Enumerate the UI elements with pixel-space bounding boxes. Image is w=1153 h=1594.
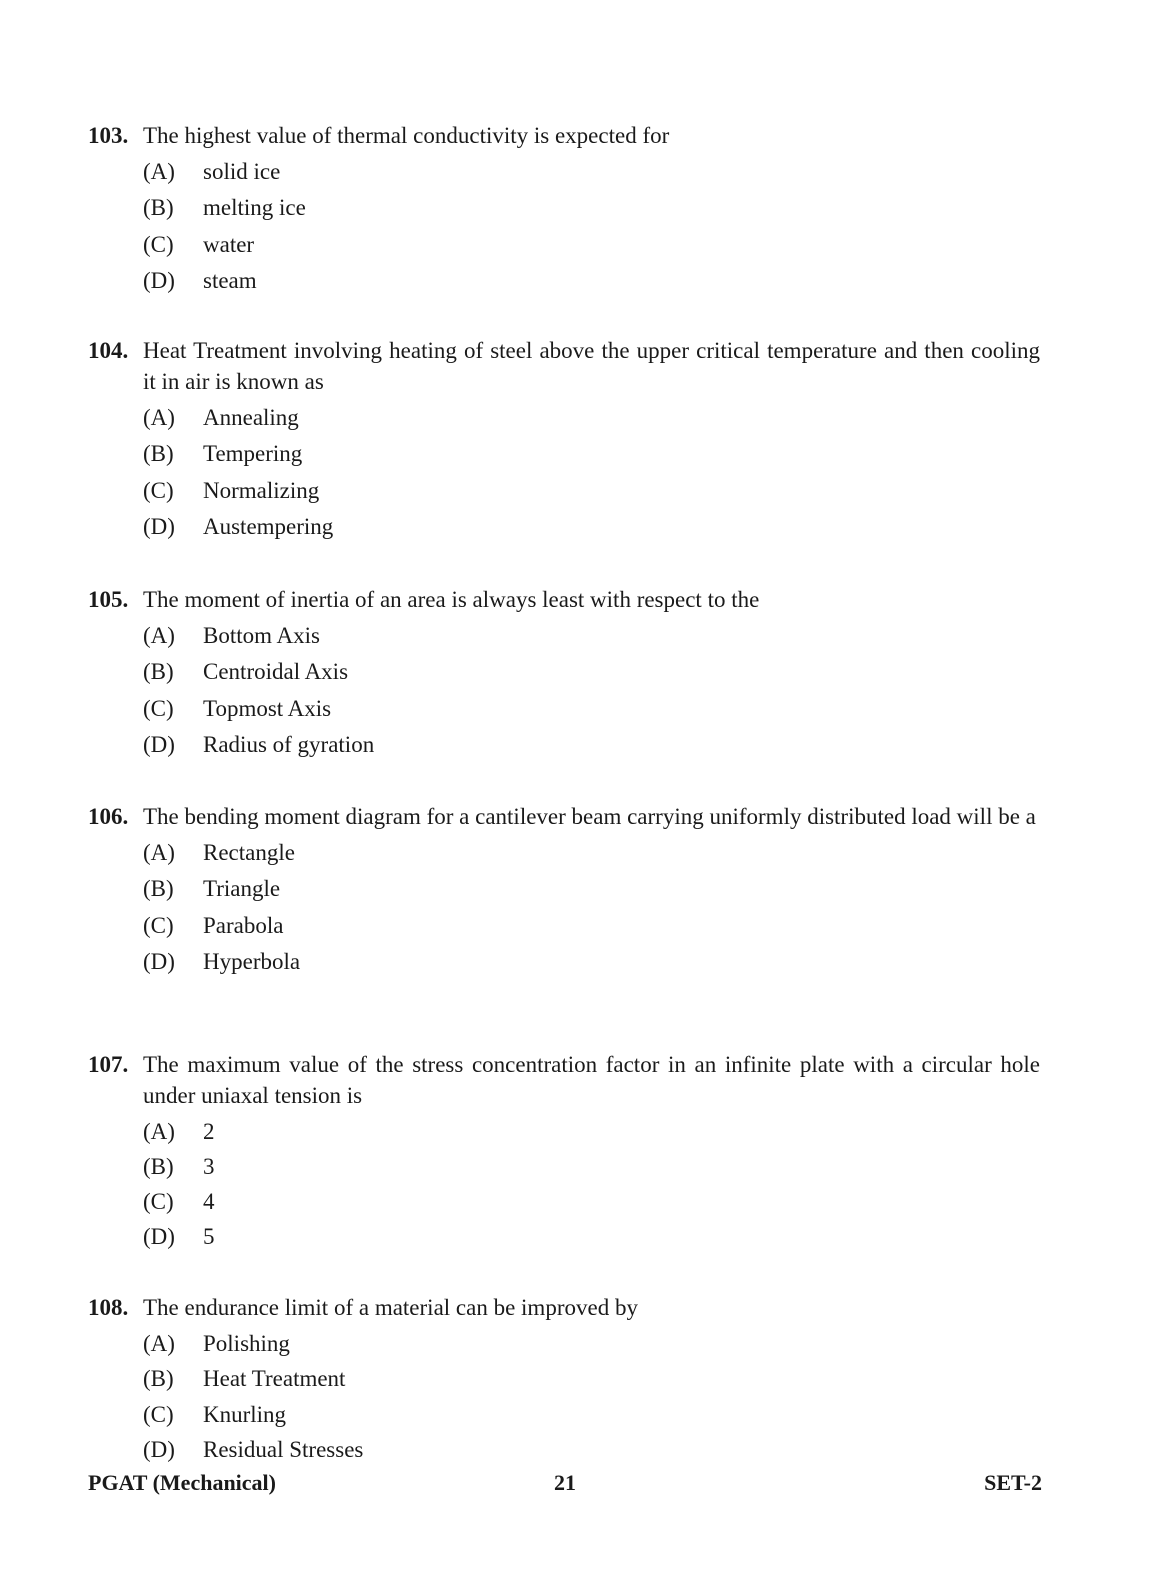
question-text: The maximum value of the stress concentration factor in an infinite plate with a circular hole under uniaxal tension is — [143, 1052, 1040, 1108]
option-letter: (A) — [143, 840, 175, 865]
option-b — [88, 436, 1040, 472]
option-letter: (C) — [143, 1401, 174, 1427]
question-107 — [88, 1049, 1040, 1254]
footer-exam-name: PGAT (Mechanical) — [88, 1470, 276, 1495]
option-d — [88, 263, 1040, 299]
question-text: The moment of inertia of an area is always least with respect to the — [143, 587, 760, 612]
option-b — [88, 1149, 1040, 1184]
option-text: solid ice — [203, 159, 281, 184]
question-108 — [88, 1292, 1040, 1467]
question-stem — [88, 1049, 1040, 1111]
option-letter: (D) — [143, 1224, 175, 1249]
option-list — [88, 1114, 1040, 1254]
option-list — [88, 154, 1040, 299]
question-number: 107. — [88, 1052, 129, 1077]
option-text: 5 — [203, 1224, 215, 1249]
option-text: Knurling — [203, 1401, 287, 1427]
option-letter: (C) — [143, 231, 174, 257]
option-letter: (D) — [143, 731, 175, 757]
question-number: 103. — [88, 123, 129, 148]
option-letter: (C) — [143, 477, 174, 503]
page-number: 21 — [554, 1470, 576, 1495]
option-letter: (C) — [143, 912, 174, 938]
option-text: Rectangle — [203, 840, 295, 865]
question-text: The highest value of thermal conductivity is expected for — [143, 123, 670, 148]
option-text: 3 — [203, 1154, 215, 1179]
option-c — [88, 227, 1040, 263]
question-stem — [88, 1292, 1040, 1323]
option-c — [88, 691, 1040, 727]
option-text: Topmost Axis — [203, 695, 332, 721]
option-text: Hyperbola — [203, 948, 301, 974]
option-letter: (B) — [143, 659, 174, 685]
option-text: Polishing — [203, 1331, 290, 1356]
option-d — [88, 1219, 1040, 1254]
option-text: Annealing — [203, 405, 299, 430]
option-letter: (D) — [143, 513, 175, 539]
question-number: 105. — [88, 587, 129, 612]
option-b — [88, 1361, 1040, 1396]
question-number: 104. — [88, 338, 129, 363]
option-b — [88, 871, 1040, 907]
option-b — [88, 654, 1040, 690]
question-text: Heat Treatment involving heating of steel above the upper critical temperature and then cooling it in air is known as — [143, 338, 1040, 394]
page-footer — [88, 1470, 1042, 1500]
footer-set-label: SET-2 — [984, 1470, 1042, 1495]
option-text: Bottom Axis — [203, 623, 320, 648]
option-text: 2 — [203, 1119, 215, 1144]
option-list — [88, 618, 1040, 763]
option-text: Centroidal Axis — [203, 659, 349, 685]
question-text: The bending moment diagram for a cantilever beam carrying uniformly distributed load will be a — [143, 804, 1036, 829]
option-text: 4 — [203, 1189, 215, 1214]
option-letter: (A) — [143, 405, 175, 430]
option-a — [88, 1326, 1040, 1361]
option-text: Parabola — [203, 912, 284, 938]
question-stem — [88, 120, 1040, 151]
option-a — [88, 618, 1040, 654]
option-letter: (A) — [143, 1331, 175, 1356]
option-letter: (A) — [143, 159, 175, 184]
option-text: Triangle — [203, 876, 281, 902]
option-d — [88, 727, 1040, 763]
option-letter: (B) — [143, 441, 174, 467]
option-d — [88, 1432, 1040, 1467]
question-103 — [88, 120, 1040, 299]
option-c — [88, 473, 1040, 509]
option-text: water — [203, 231, 255, 257]
question-106 — [88, 801, 1040, 980]
option-d — [88, 509, 1040, 545]
option-letter: (C) — [143, 1189, 174, 1214]
question-stem — [88, 335, 1040, 397]
option-list — [88, 1326, 1040, 1467]
option-c — [88, 1184, 1040, 1219]
question-105 — [88, 584, 1040, 763]
option-b — [88, 190, 1040, 226]
option-list — [88, 835, 1040, 980]
question-text: The endurance limit of a material can be improved by — [143, 1295, 638, 1320]
option-letter: (D) — [143, 1436, 175, 1462]
question-104 — [88, 335, 1040, 545]
option-text: Heat Treatment — [203, 1366, 346, 1392]
question-number: 108. — [88, 1295, 129, 1320]
option-text: melting ice — [203, 195, 306, 221]
option-letter: (A) — [143, 623, 175, 648]
option-letter: (B) — [143, 876, 174, 902]
option-text: steam — [203, 267, 257, 293]
option-c — [88, 908, 1040, 944]
option-text: Radius of gyration — [203, 731, 375, 757]
option-c — [88, 1397, 1040, 1432]
option-a — [88, 400, 1040, 436]
option-text: Normalizing — [203, 477, 320, 503]
option-letter: (B) — [143, 1366, 174, 1392]
option-text: Residual Stresses — [203, 1436, 364, 1462]
option-a — [88, 154, 1040, 190]
option-letter: (D) — [143, 948, 175, 974]
question-number: 106. — [88, 804, 129, 829]
option-letter: (D) — [143, 267, 175, 293]
option-letter: (C) — [143, 695, 174, 721]
option-list — [88, 400, 1040, 545]
option-text: Tempering — [203, 441, 303, 467]
option-letter: (A) — [143, 1119, 175, 1144]
option-a — [88, 1114, 1040, 1149]
option-d — [88, 944, 1040, 980]
option-a — [88, 835, 1040, 871]
option-letter: (B) — [143, 195, 174, 221]
option-text: Austempering — [203, 513, 334, 539]
question-stem — [88, 801, 1040, 832]
option-letter: (B) — [143, 1154, 174, 1179]
question-stem — [88, 584, 1040, 615]
